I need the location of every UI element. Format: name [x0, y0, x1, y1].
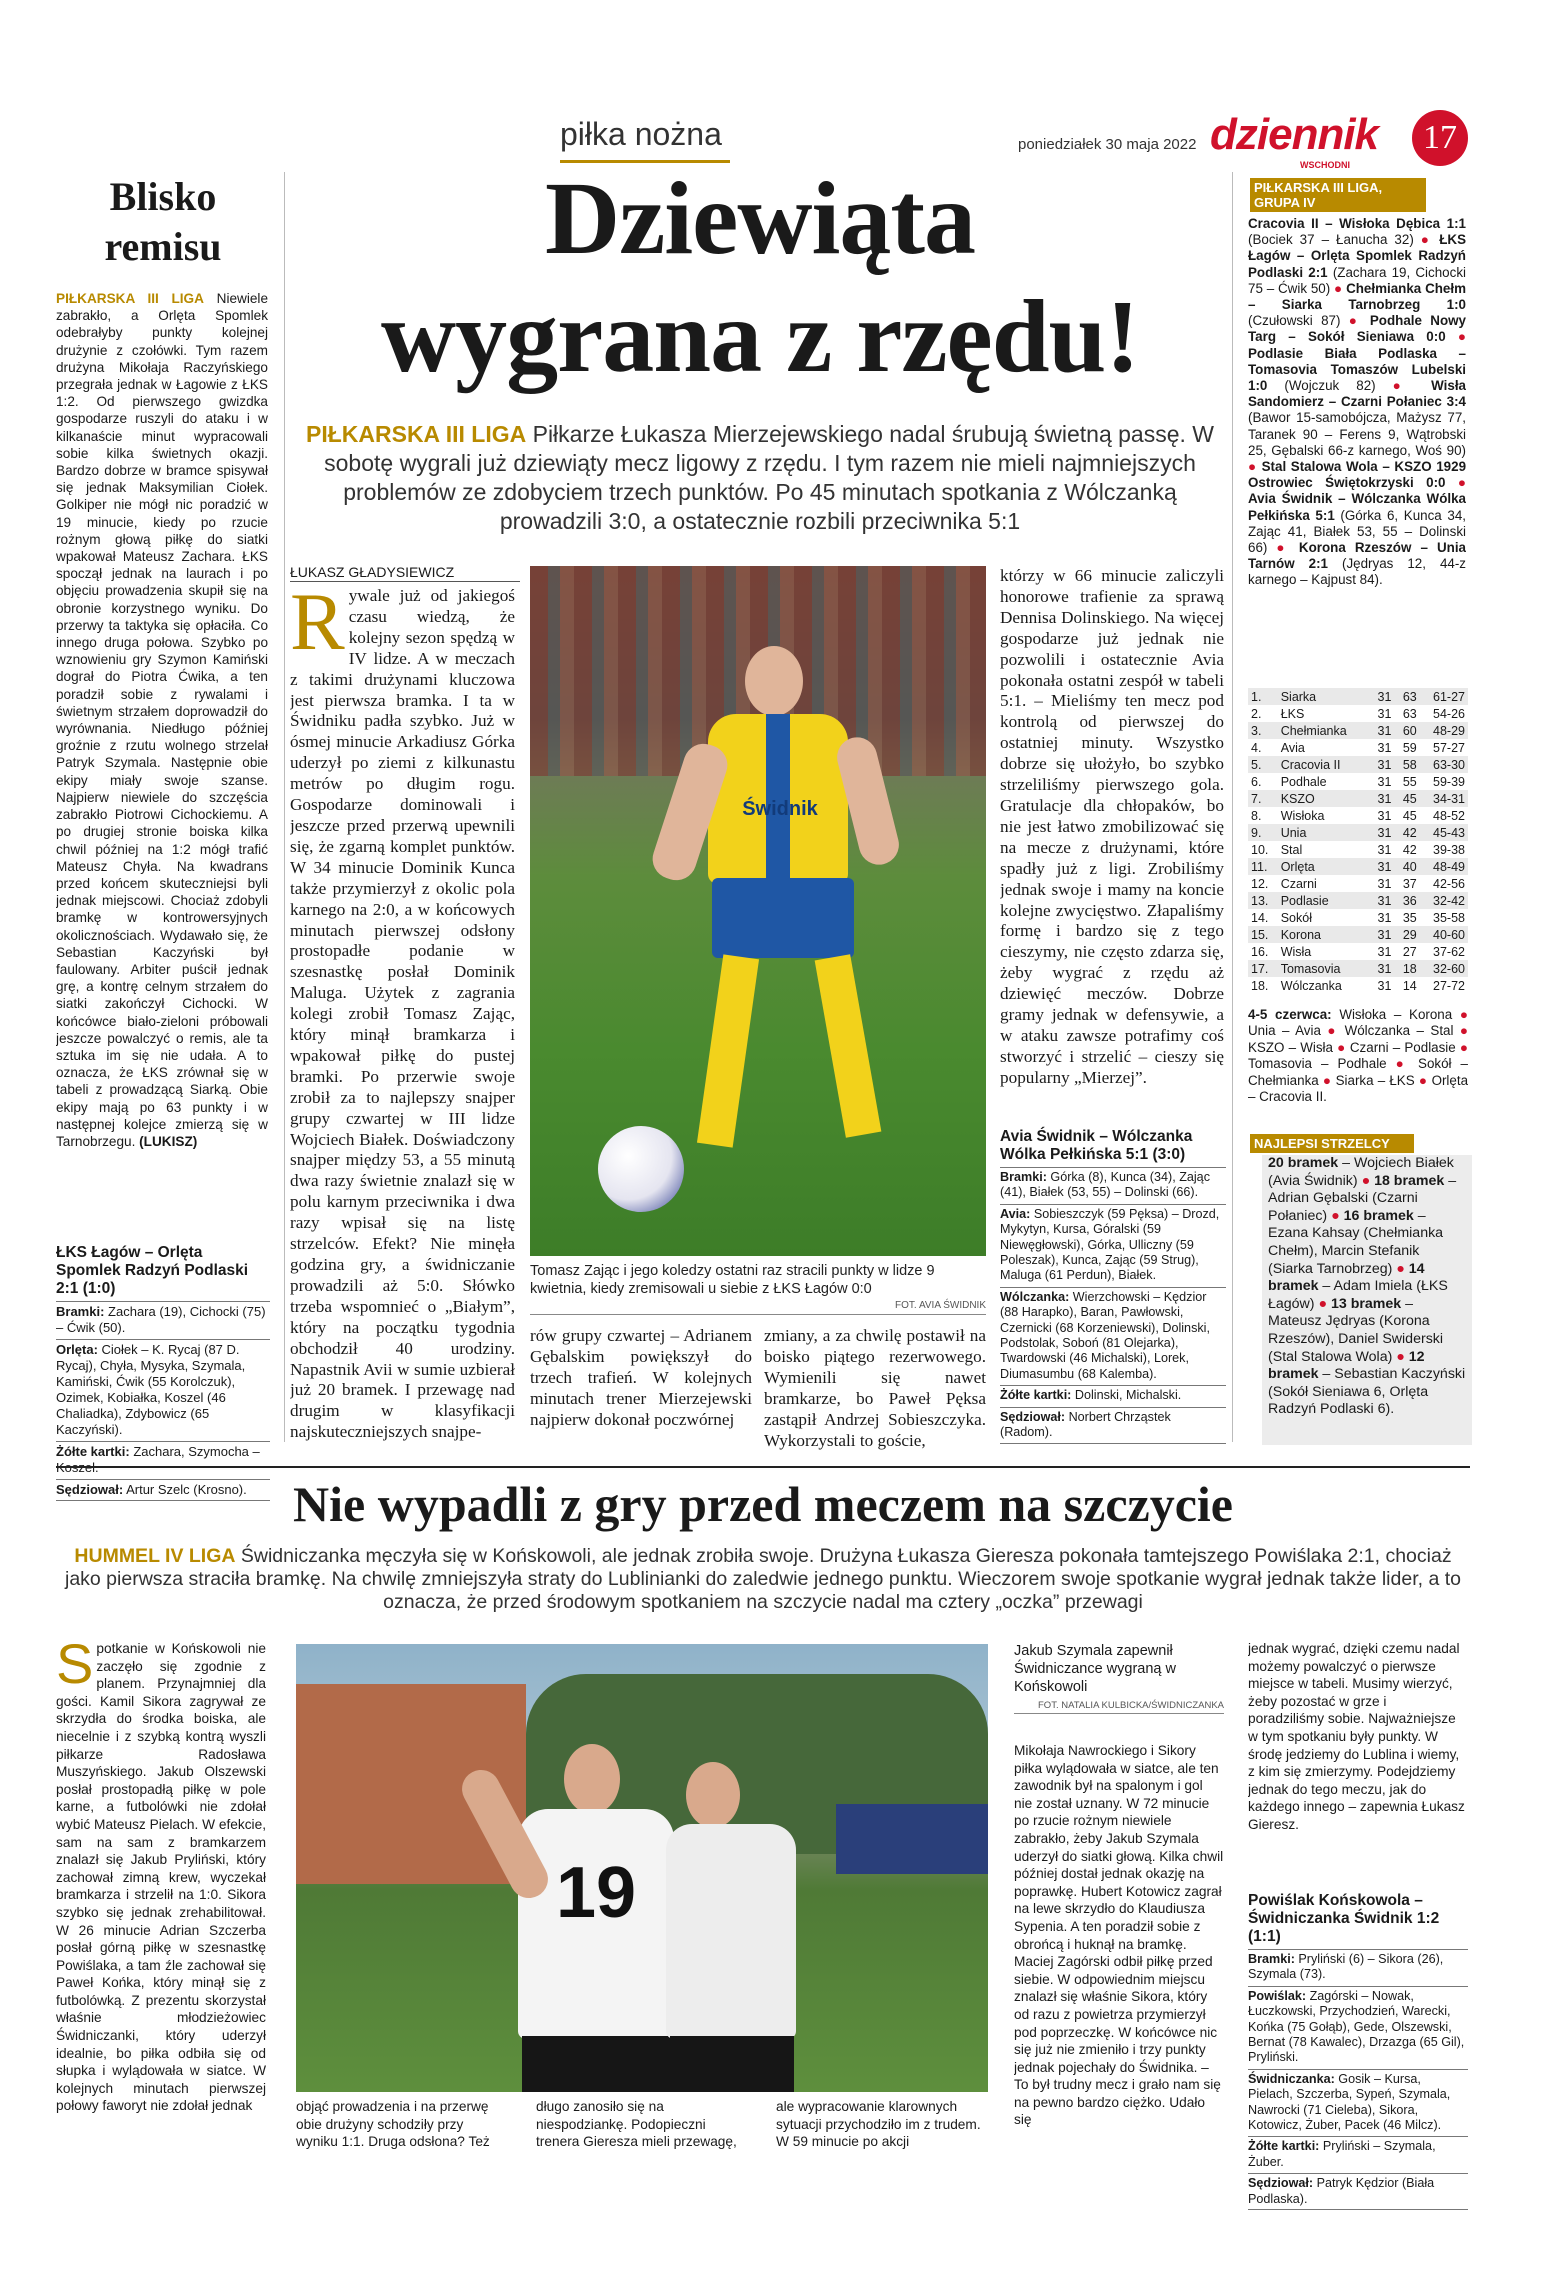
main-wol-label: Wólczanka:	[1000, 1289, 1070, 1304]
sidebar-match-title: ŁKS Łagów – Orlęta Spomlek Radzyń Podlaski 2:1 (1:0)	[56, 1244, 249, 1297]
results-list	[1248, 216, 1466, 678]
table-points: 63	[1394, 688, 1419, 705]
table-row	[1248, 858, 1468, 875]
sidebar-title	[58, 172, 268, 272]
table-points: 40	[1394, 858, 1419, 875]
background-bus	[836, 1804, 988, 1874]
second-cards-label: Żółte kartki:	[1248, 2139, 1320, 2154]
main-headline-line1: Dziewiąta	[545, 161, 975, 276]
table-goals: 32-42	[1420, 892, 1468, 909]
main-ref-label: Sędziował:	[1000, 1409, 1066, 1424]
table-played: 31	[1369, 756, 1394, 773]
table-played: 31	[1369, 960, 1394, 977]
main-photo-credit: FOT. AVIA ŚWIDNIK	[895, 1300, 986, 1311]
table-goals: 45-43	[1420, 824, 1468, 841]
separator-dot-icon: ●	[1453, 1023, 1468, 1039]
table-position: 10.	[1251, 842, 1269, 857]
separator-dot-icon: ●	[1455, 1039, 1468, 1055]
result-match: ŁKS Łagów – Orlęta Spomlek Radzyń Podlaski 2:1	[1248, 232, 1466, 280]
table-position: 12.	[1251, 876, 1269, 891]
table-played: 31	[1369, 824, 1394, 841]
second-photo-credit: FOT. NATALIA KULBICKA/ŚWIDNICZANKA	[1014, 1700, 1224, 1714]
sidebar-article-body	[56, 290, 268, 1245]
table-played: 31	[1377, 910, 1392, 925]
player2-shirt	[666, 1824, 796, 2039]
caption-rule	[530, 1314, 986, 1315]
main-wol-lineup: Wierzchowski – Kędzior (88 Harapko), Baran, Pawłowski, Czernicki (68 Korzeniewski), Dolinski, Podstolak, Soboń (81 Olejarka), Twardowski (46 Michalski), Lorek, Diumasumbu (68 Kalemba).	[1000, 1289, 1210, 1381]
table-goals: 63-30	[1420, 756, 1468, 773]
column-divider-left	[284, 172, 285, 1442]
table-row	[1248, 926, 1468, 943]
table-played: 31	[1377, 706, 1392, 721]
separator-dot-icon: ●	[1357, 1172, 1375, 1189]
separator-dot-icon: ●	[1332, 1039, 1350, 1055]
table-team: Sokół	[1280, 910, 1312, 925]
sidebar-ref: Artur Szelc (Krosno).	[126, 1482, 247, 1497]
table-position: 18.	[1251, 978, 1269, 993]
second-column-1	[56, 1640, 266, 2260]
dziennik-logo: dziennik	[1210, 110, 1379, 159]
main-column-2-bottom	[530, 1326, 752, 1456]
table-played: 31	[1377, 842, 1392, 857]
player-right-sock	[815, 954, 882, 1138]
player1-head	[564, 1744, 620, 1814]
table-team: Stal	[1280, 842, 1303, 857]
second-lead-text: Świdniczanka męczyła się w Końskowoli, ale jednak zrobiła swoje. Drużyna Łukasza Gieresza pokonała tamtejszego Powiślaka 2:1, chociaż jako pierwsza straciła bramkę. Na chwilę zmniejszyła straty do Lublinianki do zaledwie jednego punktu. Wieczorem swoje spotkanie wygrał jednak także lider, a to oznacza, że przed środowym spotkaniem na szczycie nadal ma cztery „oczka” przewagi	[64, 1545, 1461, 1613]
result-match: Korona Rzeszów – Unia Tarnów 2:1	[1248, 540, 1466, 572]
scorer-goals: 14 bramek	[1268, 1260, 1425, 1295]
table-points: 36	[1394, 892, 1419, 909]
main-photo-caption: Tomasz Zając i jego koledzy ostatni raz stracili punkty w lidze 9 kwietnia, kiedy zremisowali u siebie z ŁKS Łagów 0:0	[530, 1263, 935, 1297]
table-row	[1248, 875, 1468, 892]
table-played: 31	[1377, 808, 1392, 823]
table-row	[1248, 909, 1468, 926]
scorer-names: – Mateusz Jędryas (Korona Rzeszów), Daniel Swiderski (Stal Stalowa Wola)	[1268, 1295, 1444, 1365]
sidebar-match-box	[56, 1244, 270, 1501]
result-match: Wisła Sandomierz – Czarni Połaniec 3:4	[1248, 378, 1466, 410]
fixture: Wólczanka – Stal	[1344, 1023, 1454, 1039]
table-goals: 40-60	[1420, 926, 1468, 943]
next-round-label: 4-5 czerwca:	[1248, 1007, 1340, 1022]
table-team: Unia	[1278, 824, 1369, 841]
table-position: 14.	[1251, 910, 1269, 925]
table-points: 42	[1402, 842, 1417, 857]
table-team: Siarka	[1278, 688, 1369, 705]
scorer-goals: 20 bramek	[1268, 1155, 1339, 1171]
scorer-names: – Adam Imiela (ŁKS Łagów)	[1268, 1278, 1448, 1312]
main-headline-line2: wygrana z rzędu!	[380, 279, 1140, 394]
result-match: Chełmianka Chełm – Siarka Tarnobrzeg 1:0	[1248, 280, 1466, 313]
table-played: 31	[1369, 688, 1394, 705]
table-points: 27	[1402, 944, 1417, 959]
table-points: 29	[1394, 926, 1419, 943]
table-position: 3.	[1248, 722, 1278, 739]
table-team: KSZO	[1278, 790, 1369, 807]
table-position: 11.	[1248, 858, 1278, 875]
fixture: Sokół – Chełmianka	[1248, 1056, 1468, 1088]
table-goals: 34-31	[1420, 790, 1468, 807]
second-headline: Nie wypadli z gry przed meczem na szczycie	[293, 1476, 1233, 1532]
table-row	[1248, 960, 1468, 977]
result-scorers: (Wojczuk 82)	[1267, 378, 1376, 394]
main-column-4	[1000, 566, 1224, 1126]
table-row	[1248, 756, 1468, 773]
main-cards: Dolinski, Michalski.	[1074, 1388, 1182, 1403]
table-played: 31	[1377, 978, 1392, 993]
main-headline	[290, 160, 1230, 396]
second-swi-lineup: Gosik – Kursa, Pielach, Szczerba, Sypeń, Szymala, Nawrocki (71 Cieleba), Sikora, Kotowicz, Żuber, Pacek (46 Milcz).	[1248, 2071, 1451, 2133]
result-scorers: (Jędryas 12, 44-z karnego – Kajpust 84).	[1248, 556, 1466, 588]
scorer-names: – Sebastian Kaczyński (Sokół Sieniawa 6, Orlęta Radzyń Podlaski 6).	[1268, 1366, 1466, 1418]
table-team: Podlasie	[1278, 892, 1369, 909]
main-bramki-label: Bramki:	[1000, 1170, 1047, 1184]
table-position: 13.	[1248, 892, 1278, 909]
second-pow-lineup: Zagórski – Nowak, Łuczkowski, Przychodzień, Warecki, Końka (75 Gołąb), Gede, Olszewski, Bernat (78 Kawalec), Drzazga (65 Gil), Pryliński.	[1248, 1988, 1465, 2065]
separator-dot-icon: ●	[1330, 280, 1347, 296]
table-team: Orlęta	[1278, 858, 1369, 875]
player1-jersey-number: 19	[555, 1853, 637, 1933]
scorer-names: – Adrian Gębalski (Czarni Połaniec)	[1268, 1172, 1457, 1224]
second-dropcap: S	[56, 1640, 94, 1695]
result-match: Cracovia II – Wisłoka Dębica 1:1	[1248, 216, 1466, 231]
fixture: Wisłoka – Korona	[1339, 1007, 1453, 1022]
result-match: Stal Stalowa Wola – KSZO 1929 Ostrowiec Świętokrzyski 0:0	[1248, 459, 1466, 491]
separator-dot-icon: ●	[1318, 1072, 1336, 1088]
main-lead-tag: PIŁKARSKA III LIGA	[306, 421, 527, 447]
table-row	[1248, 773, 1468, 790]
fixture: Unia – Avia	[1248, 1023, 1321, 1039]
table-played: 31	[1369, 926, 1394, 943]
sidebar-lead-tag: PIŁKARSKA III LIGA	[56, 291, 204, 306]
table-goals: 54-26	[1433, 706, 1465, 721]
sidebar-title-line2: remisu	[104, 224, 222, 269]
separator-dot-icon: ●	[1340, 313, 1370, 329]
second-photo	[296, 1644, 988, 2092]
table-goals: 57-27	[1433, 740, 1465, 755]
table-position: 6.	[1251, 774, 1262, 789]
fixture: Czarni – Podlasie	[1349, 1039, 1456, 1055]
column-divider-right	[1232, 172, 1233, 1442]
table-goals: 59-39	[1433, 774, 1465, 789]
second-col3-text: długo zanosiło się na niespodziankę. Podopieczni trenera Gieresza mieli przewagę,	[536, 2099, 737, 2150]
table-row	[1248, 688, 1468, 705]
table-goals: 39-38	[1433, 842, 1465, 857]
table-team: Korona	[1278, 926, 1369, 943]
section-rule	[56, 1466, 1470, 1468]
second-match-box	[1248, 1892, 1468, 2210]
second-bramki: Pryliński (6) – Sikora (26), Szymala (73).	[1248, 1952, 1444, 1982]
main-lead-text: Piłkarze Łukasza Mierzejewskiego nadal śrubują świetną passę. W sobotę wygrali już dziewiąty mecz ligowy z rzędu. I tym razem nie mieli najmniejszych problemów ze zdobyciem trzech punktów. Po 45 minutach spotkania z Wólczanką prowadzili 3:0, a ostatecznie rozbili przeciwnika 5:1	[324, 421, 1214, 534]
table-goals: 37-62	[1433, 944, 1465, 959]
table-team: Czarni	[1280, 876, 1317, 891]
separator-dot-icon: ●	[1267, 540, 1299, 556]
table-position: 9.	[1248, 824, 1278, 841]
main-avia-label: Avia:	[1000, 1206, 1031, 1221]
separator-dot-icon: ●	[1320, 1023, 1345, 1039]
separator-dot-icon: ●	[1392, 1348, 1409, 1365]
table-row	[1248, 841, 1468, 858]
main-col1-text: ywale już od jakiegoś czasu wiedzą, że kolejny sezon spędzą w IV lidze. A w meczach z takimi drużynami kluczowa jest pierwsza bramka. I ta w Świdniku padła szybko. Już w ósmej minucie Arkadiusz Górka uderzył po ziemi z kilkunastu metrów po długim rogu. Gospodarze dominowali i jeszcze przed przerwą upewnili się, że zgarną komplet punktów. W 34 minucie Dominik Kunca także przymierzył z okolic pola karnego na 2:0, a w końcowych minutach pierwszej odsłony prostopadłe podanie w szesnastkę posłał Dominik Maluga. Użytek z zagrania kolegi zrobił Tomasz Zając, który minął bramkarza i wpakował piłkę do pustej bramki. Po przerwie swoje zrobił za to najlepszy snajper grupy czwartej w III lidze Wojciech Białek. Doświadczony snajper między 53, a 55 minutą dwa razy świetnie znalazł się w polu karnym przeciwnika i dwa razy wpisał się na listę strzelców. Efekt? Nie minęła godzina gry, a świdniczanie prowadzili aż 5:0. Słówko trzeba wspomnieć o „Białym”, który na początku tygodnia obchodził 40 urodziny. Napastnik Avii w sumie uzbierał już 20 bramek. I przewagę nad drugim w klasyfikacji najskuteczniejszych snajpe-	[290, 586, 515, 1442]
dziennik-logo-sub: WSCHODNI	[1300, 160, 1350, 170]
second-lead-tag: HUMMEL IV LIGA	[74, 1545, 236, 1567]
fixture: Siarka – ŁKS	[1335, 1072, 1415, 1088]
scorer-names: – Wojciech Białek (Avia Świdnik)	[1268, 1155, 1454, 1189]
table-played: 31	[1377, 740, 1392, 755]
table-position: 4.	[1251, 740, 1262, 755]
table-position: 17.	[1248, 960, 1278, 977]
result-scorers: (Bawor 15-samobójcza, Mażysz 77, Taranek 90 – Ferens 9, Wątrobski 25, Gębalski 66-z karnego, Woś 90)	[1248, 410, 1466, 458]
table-team: Wisła	[1280, 944, 1312, 959]
table-goals: 35-58	[1433, 910, 1465, 925]
table-team: Avia	[1280, 740, 1305, 755]
scorers-header: NAJLEPSI STRZELCY	[1250, 1134, 1414, 1153]
sidebar-cards-label: Żółte kartki:	[56, 1444, 130, 1459]
result-scorers: (Zachara 19, Cichocki 75 – Ćwik 50)	[1248, 264, 1466, 296]
table-position: 16.	[1251, 944, 1269, 959]
table-points: 58	[1394, 756, 1419, 773]
result-match: Podlasie Biała Podlaska – Tomasovia Tomaszów Lubelski 1:0	[1248, 345, 1466, 394]
page-number-badge: 17	[1412, 110, 1468, 166]
main-column-3-bottom	[764, 1326, 986, 1456]
table-played: 31	[1377, 774, 1392, 789]
table-played: 31	[1369, 858, 1394, 875]
main-col2-text: rów grupy czwartej – Adrianem Gębalskim powiększył do trzech trafień. W kolejnych minutach trener Mierzejewski najpierw dokonał poczwórnej	[530, 1326, 752, 1429]
jersey-sponsor: Świdnik	[742, 798, 818, 820]
table-goals: 48-52	[1433, 808, 1465, 823]
main-match-box	[1000, 1128, 1226, 1444]
player-left-sock	[697, 954, 759, 1147]
player2-shorts	[670, 2036, 794, 2092]
section-label: piłka nożna	[560, 116, 722, 152]
table-goals: 48-49	[1420, 858, 1468, 875]
result-match: Podhale Nowy Targ – Sokół Sieniawa 0:0	[1248, 313, 1466, 345]
main-col3-text: zmiany, a za chwilę postawił na boisko piątego rezerwowego. Wymienili się nawet bramkarze, bo Paweł Pęksa zastąpił Andrzej Sobieszczyka. Wykorzystali to goście,	[764, 1326, 986, 1450]
table-team: Chełmianka	[1278, 722, 1369, 739]
table-points: 42	[1394, 824, 1419, 841]
second-pow-label: Powiślak:	[1248, 1988, 1307, 2003]
separator-dot-icon: ●	[1248, 459, 1262, 475]
results-text	[1248, 216, 1466, 589]
fixture: Tomasovia – Podhale	[1248, 1056, 1387, 1072]
next-round	[1248, 1007, 1468, 1127]
table-row	[1248, 824, 1468, 841]
second-col4-text: Mikołaja Nawrockiego i Sikory piłka wylądowała w siatce, ale ten zawodnik był na spalonym i gol nie został uznany. W 72 minucie po rzucie rożnym niewiele zabrakło, żeby Jakub Szymala uderzył do siatki głową. Kilka chwil później dostał jednak okazję na poprawkę. Hubert Kotowicz zagrał na lewe skrzydło do Klaudiusza Sypenia. A ten poradził sobie z obrońcą i huknął na bramkę. Maciej Zagórski odbił piłkę przed siebie. W odpowiednim miejscu znalazł się właśnie Sikora, który od razu z powietrza przymierzył pod poprzeczkę. W końcówce nic się już nie zmieniło i trzy punkty jednak pojechały do Świdnika. – To był trudny mecz i grało nam się na pewno bardzo ciężko. Udało się	[1014, 1743, 1224, 2128]
main-lead	[300, 420, 1220, 536]
table-goals: 27-72	[1433, 978, 1465, 993]
table-points: 59	[1402, 740, 1417, 755]
sidebar-team-lineup: Ciołek – K. Rycaj (87 D. Rycaj), Chyła, Mysyka, Szymala, Kamiński, Ćwik (55 Korolczuk), Ozimek, Kobiałka, Koszel (46 Chaliadka), Zdybowicz (65 Kaczyński).	[56, 1342, 246, 1437]
table-position: 5.	[1248, 756, 1278, 773]
second-column-4-bottom	[776, 2098, 988, 2258]
separator-dot-icon: ●	[1392, 1260, 1409, 1277]
second-col4-bottom-text: ale wypracowanie klarownych sytuacji przychodziło im z trudem. W 59 minucie po akcji	[776, 2099, 981, 2150]
table-points: 14	[1402, 978, 1417, 993]
second-col5-text: jednak wygrać, dzięki czemu nadal możemy powalczyć o pierwsze miejsce w tabeli. Musimy wierzyć, żeby pozostać w grze i poradziliśmy sobie. Najważniejsze w tym spotkaniu były punkty. W środę jedziemy do Lublina i wiemy, z kim się zmierzymy. Podejdziemy jednak do tego meczu, jak do każdego innego – zapewnia Łukasz Gieresz.	[1248, 1641, 1465, 1832]
sidebar-bramki-label: Bramki:	[56, 1304, 105, 1319]
table-team: Tomasovia	[1278, 960, 1369, 977]
second-column-2-bottom	[296, 2098, 508, 2258]
main-match-title: Avia Świdnik – Wólczanka Wólka Pełkińska 5:1 (3:0)	[1000, 1128, 1193, 1163]
league-table-grid	[1248, 688, 1468, 994]
scorers-list	[1262, 1155, 1472, 1445]
sidebar-team-label: Orlęta:	[56, 1342, 98, 1357]
league-table	[1248, 688, 1468, 994]
table-goals: 42-56	[1433, 876, 1465, 891]
result-scorers: (Czułowski 87)	[1248, 313, 1341, 329]
separator-dot-icon: ●	[1375, 378, 1432, 394]
scorer-goals: 12 bramek	[1268, 1348, 1425, 1383]
table-played: 31	[1377, 876, 1392, 891]
sidebar-title-line1: Blisko	[109, 174, 217, 219]
table-points: 55	[1402, 774, 1417, 789]
main-photo	[530, 566, 986, 1256]
main-avia-lineup: Sobieszczyk (59 Pęksa) – Drozd, Mykytyn, Kursa, Góralski (59 Niewęgłowski), Górka, Ulliczny (59 Poleszak), Kunca, Zając (59 Strug), Maluga (61 Perdun), Białek.	[1000, 1206, 1220, 1283]
table-row	[1248, 977, 1468, 994]
table-team: ŁKS	[1280, 706, 1305, 721]
player2-head	[686, 1762, 740, 1828]
fixture: KSZO – Wisła	[1248, 1039, 1333, 1055]
separator-dot-icon: ●	[1452, 1007, 1468, 1022]
scorers-text	[1268, 1155, 1466, 1419]
sidebar-ref-label: Sędziował:	[56, 1482, 124, 1497]
second-column-3-bottom	[536, 2098, 748, 2258]
sidebar-byline: (LUKISZ)	[139, 1133, 198, 1149]
table-team: Podhale	[1280, 774, 1327, 789]
scorer-goals: 18 bramek	[1374, 1172, 1445, 1189]
main-cards-label: Żółte kartki:	[1000, 1388, 1072, 1403]
table-team: Wisłoka	[1280, 808, 1325, 823]
table-points: 60	[1394, 722, 1419, 739]
separator-dot-icon: ●	[1314, 1295, 1331, 1312]
second-col1-text: potkanie w Końskowoli nie zaczęło się zgodnie z planem. Przynajmniej dla gości. Kamil Sikora zagrywał ze skrzydła do środka boiska, ale niecelnie i z szybką kontrą wyszli piłkarze Radosława Muszyńskiego. Jakub Olszewski posłał prostopadłą piłkę w pole karne, a futbolówki nie zdołał wybić Mateusz Pielach. W efekcie, sam na sam z bramkarzem znalazł się Jakub Pryliński, który zachował zimną krew, wyczekał bramkarza i strzelił na 1:0. Sikora szybko się jednak zrehabilitował. W 26 minucie Adrian Szczerba posłał górną piłkę w szesnastkę Powiślaka, a tam źle zachował się Paweł Końka, który minął się z futbolówką. Z prezentu skorzystał właśnie młodzieżowiec Świdniczanki, który uderzył idealnie, bo piłka odbiła się od słupka i wylądowała w siatce. W kolejnych minutach pierwszej połowy faworyt nie zdołał jednak	[56, 1641, 266, 2114]
separator-dot-icon: ●	[1413, 232, 1440, 248]
separator-dot-icon: ●	[1327, 1207, 1344, 1224]
second-cards: Pryliński – Szymala, Żuber.	[1248, 2139, 1436, 2169]
table-position: 15.	[1248, 926, 1278, 943]
second-match-title: Powiślak Końskowola – Świdniczanka Świdnik 1:2 (1:1)	[1248, 1892, 1440, 1945]
table-position: 2.	[1251, 706, 1262, 721]
table-points: 45	[1394, 790, 1419, 807]
scorer-goals: 16 bramek	[1343, 1207, 1414, 1224]
main-column-1	[290, 586, 515, 1456]
results-header: PIŁKARSKA III LIGA, GRUPA IV	[1250, 178, 1426, 212]
table-played: 31	[1369, 790, 1394, 807]
table-played: 31	[1377, 944, 1392, 959]
result-match: Avia Świdnik – Wólczanka Wólka Pełkińska 5:1	[1248, 491, 1466, 523]
table-points: 37	[1402, 876, 1417, 891]
second-ref: Patryk Kędzior (Biała Podlaska).	[1248, 2176, 1435, 2206]
scorer-names: – Ezana Kahsay (Chełmianka Chełm), Marcin Stefanik (Siarka Tarnobrzeg)	[1268, 1207, 1444, 1277]
table-position: 7.	[1248, 790, 1278, 807]
table-points: 18	[1394, 960, 1419, 977]
table-points: 35	[1402, 910, 1417, 925]
second-column-5	[1248, 1640, 1466, 1888]
table-position: 1.	[1248, 688, 1278, 705]
second-photo-caption: Jakub Szymala zapewnił Świdniczance wygraną w Końskowoli	[1014, 1643, 1176, 1695]
table-team: Cracovia II	[1278, 756, 1369, 773]
second-bramki-label: Bramki:	[1248, 1952, 1295, 1966]
second-lead	[56, 1545, 1470, 1614]
issue-date: poniedziałek 30 maja 2022	[1018, 136, 1197, 153]
second-column-4	[1014, 1742, 1224, 2262]
table-points: 45	[1402, 808, 1417, 823]
separator-dot-icon: ●	[1445, 329, 1466, 345]
table-row	[1248, 705, 1468, 722]
second-ref-label: Sędziował:	[1248, 2176, 1314, 2191]
table-goals: 32-60	[1420, 960, 1468, 977]
player1-shorts	[522, 2036, 672, 2092]
scorer-goals: 13 bramek	[1331, 1295, 1402, 1312]
separator-dot-icon: ●	[1386, 1056, 1419, 1072]
result-scorers: (Bociek 37 – Łanucha 32)	[1248, 232, 1414, 248]
table-played: 31	[1369, 722, 1394, 739]
sidebar-bramki: Zachara (19), Cichocki (75) – Ćwik (50).	[56, 1304, 266, 1335]
table-position: 8.	[1251, 808, 1262, 823]
fixture: Orlęta – Cracovia II.	[1248, 1072, 1468, 1105]
table-row	[1248, 943, 1468, 960]
table-goals: 48-29	[1420, 722, 1468, 739]
table-points: 63	[1402, 706, 1417, 721]
table-row	[1248, 892, 1468, 909]
main-bramki: Górka (8), Kunca (34), Zając (41), Białek (53, 55) – Dolinski (66).	[1000, 1170, 1210, 1200]
main-ref: Norbert Chrząstek (Radom).	[1000, 1409, 1171, 1440]
table-row	[1248, 739, 1468, 756]
sidebar-cards: Zachara, Szymocha –	[133, 1444, 260, 1459]
second-swi-label: Świdniczanka:	[1248, 2071, 1335, 2086]
main-author: ŁUKASZ GŁADYSIEWICZ	[290, 564, 520, 582]
table-row	[1248, 807, 1468, 824]
player-head	[745, 646, 803, 716]
result-scorers: (Górka 6, Kunca 34, Zając 41, Białek 53, 55 – Dolinski 66)	[1248, 507, 1466, 556]
main-dropcap: R	[290, 586, 345, 667]
separator-dot-icon: ●	[1445, 475, 1466, 491]
table-row	[1248, 722, 1468, 739]
table-team: Wólczanka	[1280, 978, 1342, 993]
soccer-ball	[598, 1126, 684, 1212]
next-round-text	[1248, 1007, 1468, 1105]
second-col2-text: objąć prowadzenia i na przerwę obie drużyny schodziły przy wyniku 1:1. Druga odsłona? Też	[296, 2099, 490, 2150]
main-col4-text: którzy w 66 minucie zaliczyli honorowe trafienie za sprawą Dennisa Dolinskiego. Na więcej gospodarze już jednak nie pozwolili i ostatecznie Avia pokonała ostatni zespół w tabeli 5:1. – Mieliśmy ten mecz pod kontrolą od pierwszej do ostatniej minuty. Wszystko dobrze się ułożyło, bo szybko strzeliliśmy pierwszego gola. Gratulacje dla chłopaków, bo nie jest łatwo zmobilizować się na mecze z drużynami, które spadły już z ligi. Zrobiliśmy jednak swoje i mamy na koncie kolejne zwycięstwo. Złapaliśmy formę i bardzo się z tego cieszymy, nie często zdarza się, żeby wygrać z rzędu aż dziewięć meczów. Dobrze gramy jednak w defensywie, a w ataku zawsze potrafimy coś stworzyć i strzelić – cieszy się popularny „Mierzej”.	[1000, 566, 1224, 1087]
table-goals: 61-27	[1420, 688, 1468, 705]
separator-dot-icon: ●	[1414, 1072, 1432, 1088]
player-shorts	[712, 878, 854, 958]
table-row	[1248, 790, 1468, 807]
table-played: 31	[1369, 892, 1394, 909]
sidebar-body-text: Niewiele zabrakło, a Orlęta Spomlek odebrałyby punkty kolejnej drużynie z czołówki. Tym razem drużyna Mikołaja Raczyńskiego przegrała jednak w Łagowie z ŁKS 1:2. Od pierwszego gwizdka gospodarze ruszyli do ataku i w kilkanaście minut wypracowali sobie kilka świetnych okazji. Bardzo dobrze w bramce spisywał się jednak Maksymilian Ciołek. Golkiper nie mógł nic poradzić w 19 minucie, kiedy po rzucie rożnym głową piłkę do siatki wpakował Mateusz Zachara. ŁKS spoczął jednak na laurach i po objęciu prowadzenia skupił się na obronie korzystnego wyniku. Do przerwy ta taktyka się opłaciła. Co innego druga połowa. Szybko po wznowieniu gry Szymon Kamiński dograł do Piotra Ćwika, a ten poradził sobie z rywalami i świetnym strzałem doprowadził do wyrównania. Niedługo później groźnie z rzutu wolnego strzelał Patryk Szymala. Następnie obie ekipy miały swoje szanse. Najpierw niewiele do szczęścia zabrakło Piotrowi Cichockiemu. A po drugiej stronie boiska kilka chwil później na 1:2 mógł trafić Mateusz Chyła. Na kwadrans przed końcem skuteczniejsi byli jednak miejscowi. Chociaż zdobyli bramkę w kontrowersyjnych okolicznościach. Wydawało się, że Sebastian Kaczyński był faulowany. Arbiter puścił jednak grę, a kontrę celnym strzałem do siatki zakończył Cichocki. W końcówce biało-zieloni próbowali jeszcze powalczyć o remis, ale ta sztuka im się nie udała. A to oznacza, że ŁKS zrównał się w tabeli z prowadzącą Siarką. Obie ekipy mają po 63 punkty i w następnej kolejce zmierzą się w Tarnobrzegu.	[56, 291, 268, 1149]
